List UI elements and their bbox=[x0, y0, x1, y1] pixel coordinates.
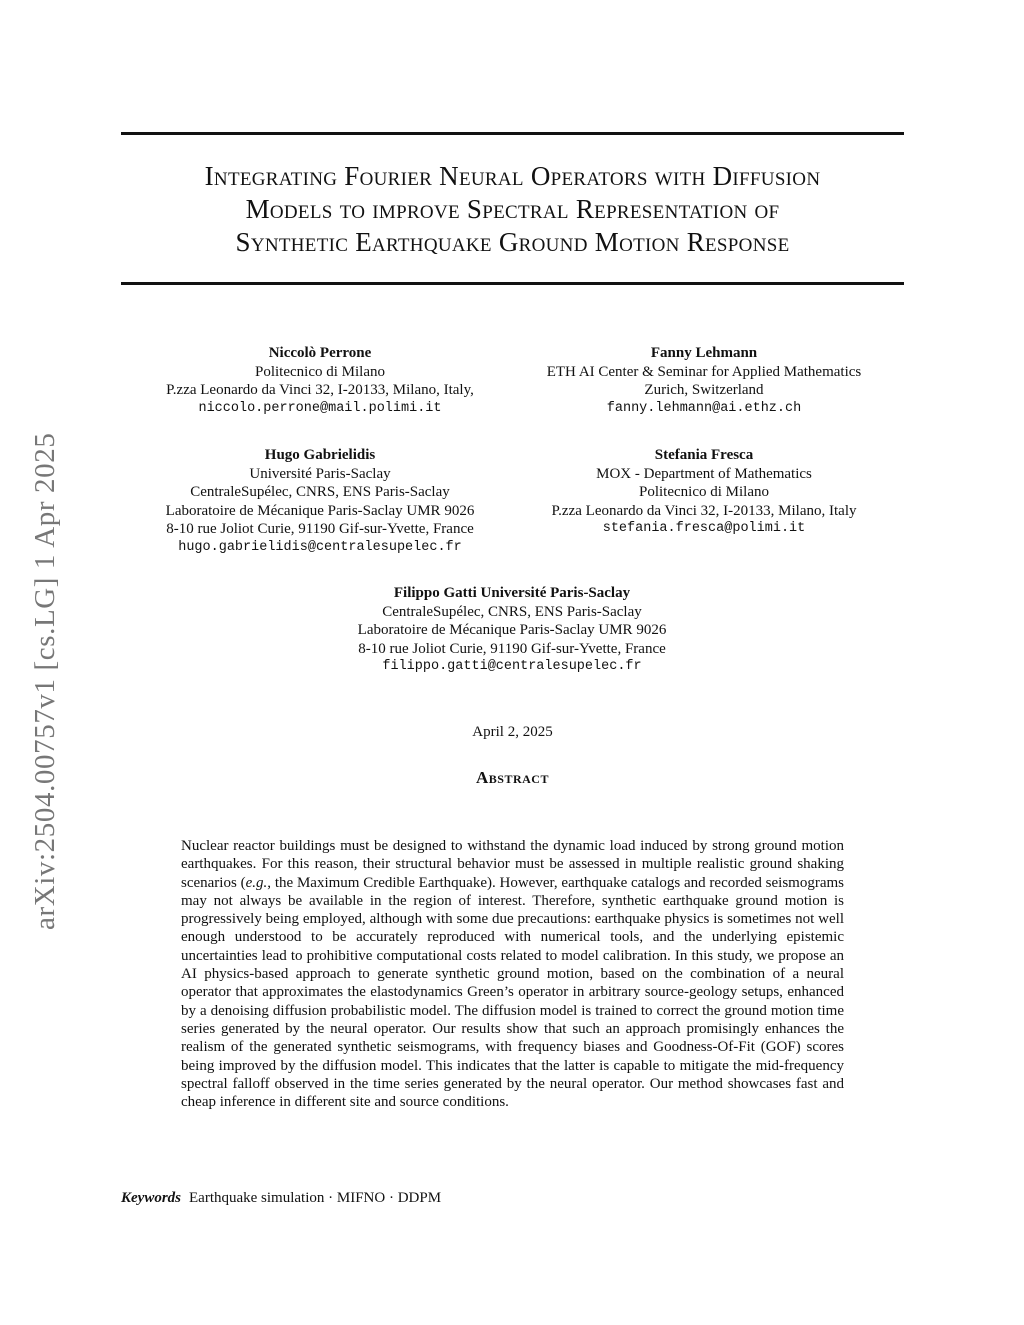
author-name: Niccolò Perrone bbox=[268, 345, 372, 361]
author-address: P.zza Leonardo da Vinci 32, I-20133, Milano, Italy, bbox=[166, 382, 474, 398]
title-line-1: Integrating Fourier Neural Operators with Diffusion bbox=[204, 161, 821, 191]
author-affiliation: Laboratoire de Mécanique Paris-Saclay UMR 9026 bbox=[165, 502, 475, 519]
author-affiliation: Laboratoire de Mécanique Paris-Saclay UMR 9026 bbox=[357, 622, 667, 638]
author-affiliation: MOX - Department of Mathematics bbox=[596, 465, 812, 482]
author-email[interactable]: hugo.gabrielidis@centralesupelec.fr bbox=[178, 539, 462, 555]
author-affiliation: CentraleSupélec, CNRS, ENS Paris-Saclay bbox=[190, 484, 450, 500]
author-block-lehmann bbox=[515, 344, 893, 418]
author-email[interactable]: stefania.fresca@polimi.it bbox=[602, 521, 806, 536]
author-name: Fanny Lehmann bbox=[650, 345, 758, 361]
author-block-perrone bbox=[130, 344, 510, 418]
author-affiliation: Politecnico di Milano bbox=[639, 484, 769, 500]
abstract-text-part-1: Nuclear reactor buildings must be designed to withstand the dynamic load induced by strong ground motion earthquakes. For this reason, their structural behavior must be assessed in multiple realistic ground shaking scenarios ( bbox=[181, 838, 844, 891]
abstract-body bbox=[181, 837, 844, 1111]
author-name: Stefania Fresca bbox=[654, 447, 754, 463]
author-email[interactable]: niccolo.perrone@mail.polimi.it bbox=[198, 400, 442, 416]
arxiv-sidebar bbox=[0, 360, 62, 930]
keywords-text: Earthquake simulation · MIFNO · DDPM bbox=[189, 1190, 442, 1206]
author-block-fresca bbox=[515, 446, 893, 539]
author-affiliation: CentraleSupélec, CNRS, ENS Paris-Saclay bbox=[382, 603, 642, 620]
author-affiliation: Politecnico di Milano bbox=[255, 363, 385, 380]
keywords-line bbox=[121, 1190, 441, 1207]
title-rule-bottom bbox=[121, 282, 904, 285]
keywords-label: Keywords bbox=[121, 1190, 181, 1206]
title-line-2: Models to improve Spectral Representation of bbox=[245, 194, 780, 224]
abstract-eg: e.g. bbox=[245, 874, 268, 891]
arxiv-identifier: arXiv:2504.00757v1 [cs.LG] 1 Apr 2025 bbox=[29, 432, 61, 930]
author-name: Filippo Gatti Université Paris-Saclay bbox=[393, 585, 631, 601]
author-block-gatti bbox=[300, 584, 724, 677]
abstract-text-part-2: , the Maximum Credible Earthquake). However, earthquake catalogs and recorded seismograms may not always be available in the region of interest. Therefore, synthetic earthquake ground motion is progressively being employed, although with some due precautions: earthquake physics is sometimes not well enough understood to be accurately reproduced with numerical tools, and the underlying epistemic uncertainties lead to prohibitive computational costs related to model calibration. In this study, we propose an AI physics-based approach to generate synthetic ground motion, based on the combination of a neural operator that approximates the elastodynamics Green’s operator in arbitrary source-geology setups, enhanced by a denoising diffusion probabilistic model. The diffusion model is trained to correct the ground motion time series generated by the neural operator. Our results show that such an approach promisingly enhances the realism of the generated synthetic seismograms, with frequency biases and Goodness-Of-Fit (GOF) scores being improved by the diffusion model. This indicates that the latter is capable to mitigate the mid-frequency spectral falloff observed in the time series generated by the neural operator. Our method showcases fast and cheap inference in different site and source conditions. bbox=[181, 874, 844, 1111]
paper-title bbox=[121, 160, 904, 259]
author-address: P.zza Leonardo da Vinci 32, I-20133, Milano, Italy bbox=[551, 502, 857, 519]
author-address: 8-10 rue Joliot Curie, 91190 Gif-sur-Yvette, France bbox=[358, 640, 666, 657]
author-name: Hugo Gabrielidis bbox=[264, 447, 376, 463]
author-email[interactable]: filippo.gatti@centralesupelec.fr bbox=[382, 659, 642, 674]
paper-date: April 2, 2025 bbox=[472, 724, 553, 740]
abstract-heading: Abstract bbox=[476, 768, 549, 787]
author-affiliation: ETH AI Center & Seminar for Applied Mathematics bbox=[546, 363, 862, 380]
author-email[interactable]: fanny.lehmann@ai.ethz.ch bbox=[606, 400, 802, 416]
author-address: Zurich, Switzerland bbox=[644, 382, 764, 398]
author-address: 8-10 rue Joliot Curie, 91190 Gif-sur-Yvette, France bbox=[166, 521, 474, 537]
author-block-gabrielidis bbox=[130, 446, 510, 557]
author-affiliation: Université Paris-Saclay bbox=[249, 465, 391, 482]
title-rule-top bbox=[121, 132, 904, 135]
title-line-3: Synthetic Earthquake Ground Motion Response bbox=[235, 227, 790, 257]
